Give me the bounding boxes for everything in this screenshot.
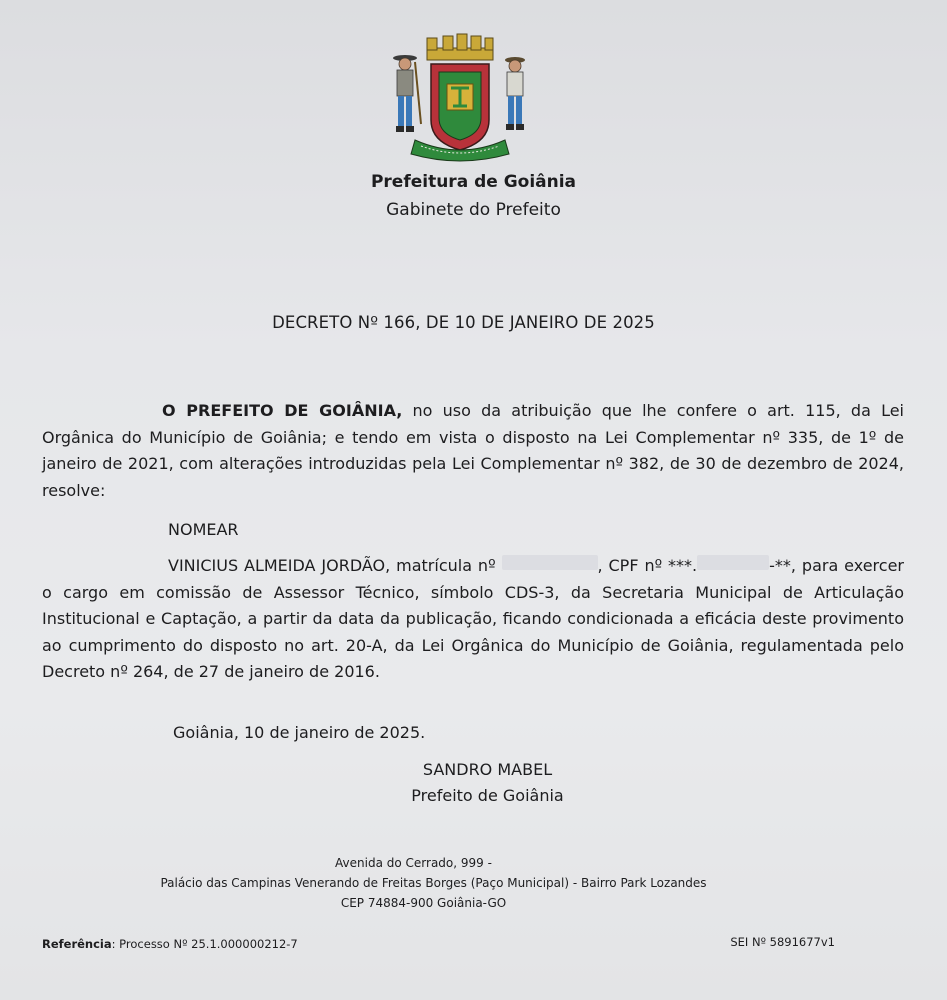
preamble-text: no uso da atribuição que lhe confere o art. 115, da Lei Orgânica do Município de Goiânia; e tendo em vista o disposto na Lei Complementar nº 335, de 1º de janeiro de 2021, com alterações introduzidas pela Lei Complementar nº 382, de 30 de dezembro de 2024, resolve: [42, 401, 904, 500]
sei-number: SEI Nº 5891677v1 [730, 935, 835, 949]
department-name: Gabinete do Prefeito [386, 200, 561, 220]
institution-name: Prefeitura de Goiânia [370, 172, 577, 192]
action-verb: NOMEAR [168, 520, 239, 539]
goiania-coat-of-arms-icon [385, 32, 535, 162]
decree-title: DECRETO Nº 166, DE 10 DE JANEIRO DE 2025 [272, 313, 655, 332]
signatory-name: SANDRO MABEL [422, 760, 553, 779]
reference-value: : Processo Nº 25.1.000000212-7 [111, 937, 298, 951]
redacted-cpf-number [697, 555, 769, 570]
reference-line [42, 937, 298, 951]
appointment-text-part1: VINICIUS ALMEIDA JORDÃO, matrícula nº [168, 556, 502, 575]
signatory-role: Prefeito de Goiânia [411, 786, 564, 805]
redacted-registration-number [502, 555, 598, 570]
footer-address-line-2: Palácio das Campinas Venerando de Freitas Borges (Paço Municipal) - Bairro Park Lozandes [160, 876, 707, 890]
preamble-paragraph [42, 398, 904, 504]
place-and-date: Goiânia, 10 de janeiro de 2025. [173, 723, 426, 742]
reference-label: Referência [42, 937, 112, 951]
appointment-paragraph [42, 553, 904, 686]
footer-address-line-1: Avenida do Cerrado, 999 - [335, 856, 492, 870]
appointment-text-part3: -**, para exercer o cargo em comissão de Assessor Técnico, símbolo CDS-3, da Secretaria Municipal de Articulação Institucional e Captação, a partir da data da publicação, ficando condicionada a eficácia deste provimento ao cumprimento do disposto no art. 20-A, da Lei Orgânica do Município de Goiânia, regulamentada pelo Decreto nº 264, de 27 de janeiro de 2016. [42, 556, 904, 681]
appointment-text-part2: , CPF nº ***. [597, 556, 698, 575]
preamble-bold-lead: O PREFEITO DE GOIÂNIA, [162, 401, 403, 420]
footer-address-line-3: CEP 74884-900 Goiânia-GO [340, 896, 507, 910]
